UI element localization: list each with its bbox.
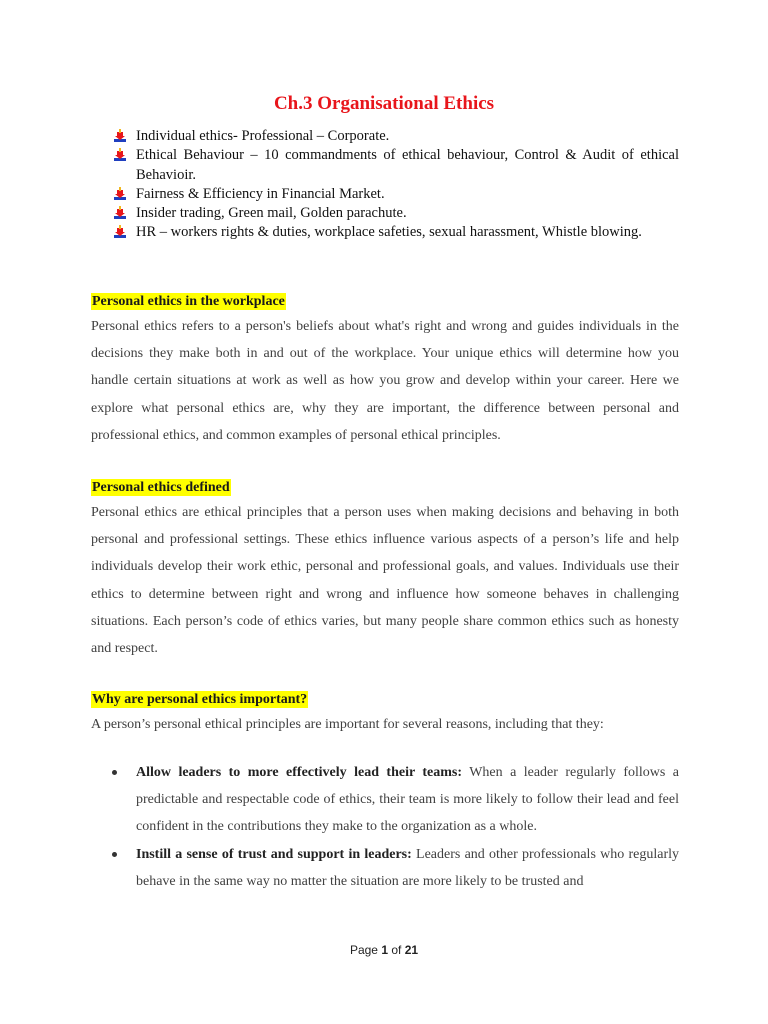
topic-text: HR – workers rights & duties, workplace safeties, sexual harassment, Whistle blowing. xyxy=(136,224,642,241)
list-item xyxy=(91,759,679,841)
list-item-text: When a leader regularly follows a predictable and respectable code of ethics, their team is more likely to follow their lead and feel confident in the contributions they make to the organization as a whole. xyxy=(136,765,680,835)
section-important xyxy=(91,690,679,738)
chapter-topics-list xyxy=(113,127,679,243)
section-paragraph: Personal ethics are ethical principles that a person uses when making decisions and behaving in both personal and professional settings. These ethics influence various aspects of a person’s life and help individuals develop their work ethic, personal and professional goals, and values. Individuals use their ethics to determine between right and wrong and influence how someone behaves in challenging situations. Each person’s code of ethics varies, but many people share common ethics such as honesty and respect. xyxy=(91,505,679,657)
section-defined xyxy=(91,478,679,662)
topic-item xyxy=(113,223,679,242)
topic-item xyxy=(113,127,679,146)
page-number: 1 xyxy=(381,943,388,957)
section-paragraph: Personal ethics refers to a person's beliefs about what's right and wrong and guides individuals in the decisions they make both in and out of the workplace. Your unique ethics will determine how you handle certain situations at work as well as how you grow and develop within your career. Here we explore what personal ethics are, why they are important, the difference between personal and professional ethics, and common examples of personal ethical principles. xyxy=(91,319,679,443)
list-item-lead: Allow leaders to more effectively lead their teams: xyxy=(136,765,463,780)
arrow-down-bullet-icon xyxy=(113,187,127,201)
section-workplace xyxy=(91,292,679,449)
list-item-lead: Instill a sense of trust and support in leaders: xyxy=(136,846,412,862)
topic-text: Ethical Behaviour – 10 commandments of ethical behaviour, Control & Audit of ethical Behavioir. xyxy=(136,147,679,183)
chapter-title: Ch.3 Organisational Ethics xyxy=(273,93,495,114)
bullet-dot-icon xyxy=(112,852,117,857)
section-paragraph: A person’s personal ethical principles are important for several reasons, including that they: xyxy=(91,717,604,732)
page-footer xyxy=(0,943,768,957)
bullet-dot-icon xyxy=(112,770,117,775)
arrow-down-bullet-icon xyxy=(113,206,127,220)
section-heading: Personal ethics in the workplace xyxy=(92,294,285,309)
topic-item xyxy=(113,204,679,223)
topic-item xyxy=(113,146,679,185)
topic-item xyxy=(113,185,679,204)
page-label: Page xyxy=(349,943,378,957)
list-item-text: Leaders and other professionals who regularly behave in the same way no matter the situation are more likely to be trusted and xyxy=(136,846,679,889)
page-total: 21 xyxy=(404,943,419,957)
list-item xyxy=(91,841,679,895)
arrow-down-bullet-icon xyxy=(113,225,127,239)
arrow-down-bullet-icon xyxy=(113,148,127,162)
topic-text: Fairness & Efficiency in Financial Market. xyxy=(136,185,385,202)
section-heading: Why are personal ethics important? xyxy=(92,692,308,707)
topic-text: Individual ethics- Professional – Corporate. xyxy=(136,128,390,144)
topic-text: Insider trading, Green mail, Golden parachute. xyxy=(136,205,407,222)
section-heading: Personal ethics defined xyxy=(92,480,230,495)
arrow-down-bullet-icon xyxy=(113,129,127,143)
of-label: of xyxy=(391,943,402,957)
reasons-list xyxy=(91,759,679,895)
